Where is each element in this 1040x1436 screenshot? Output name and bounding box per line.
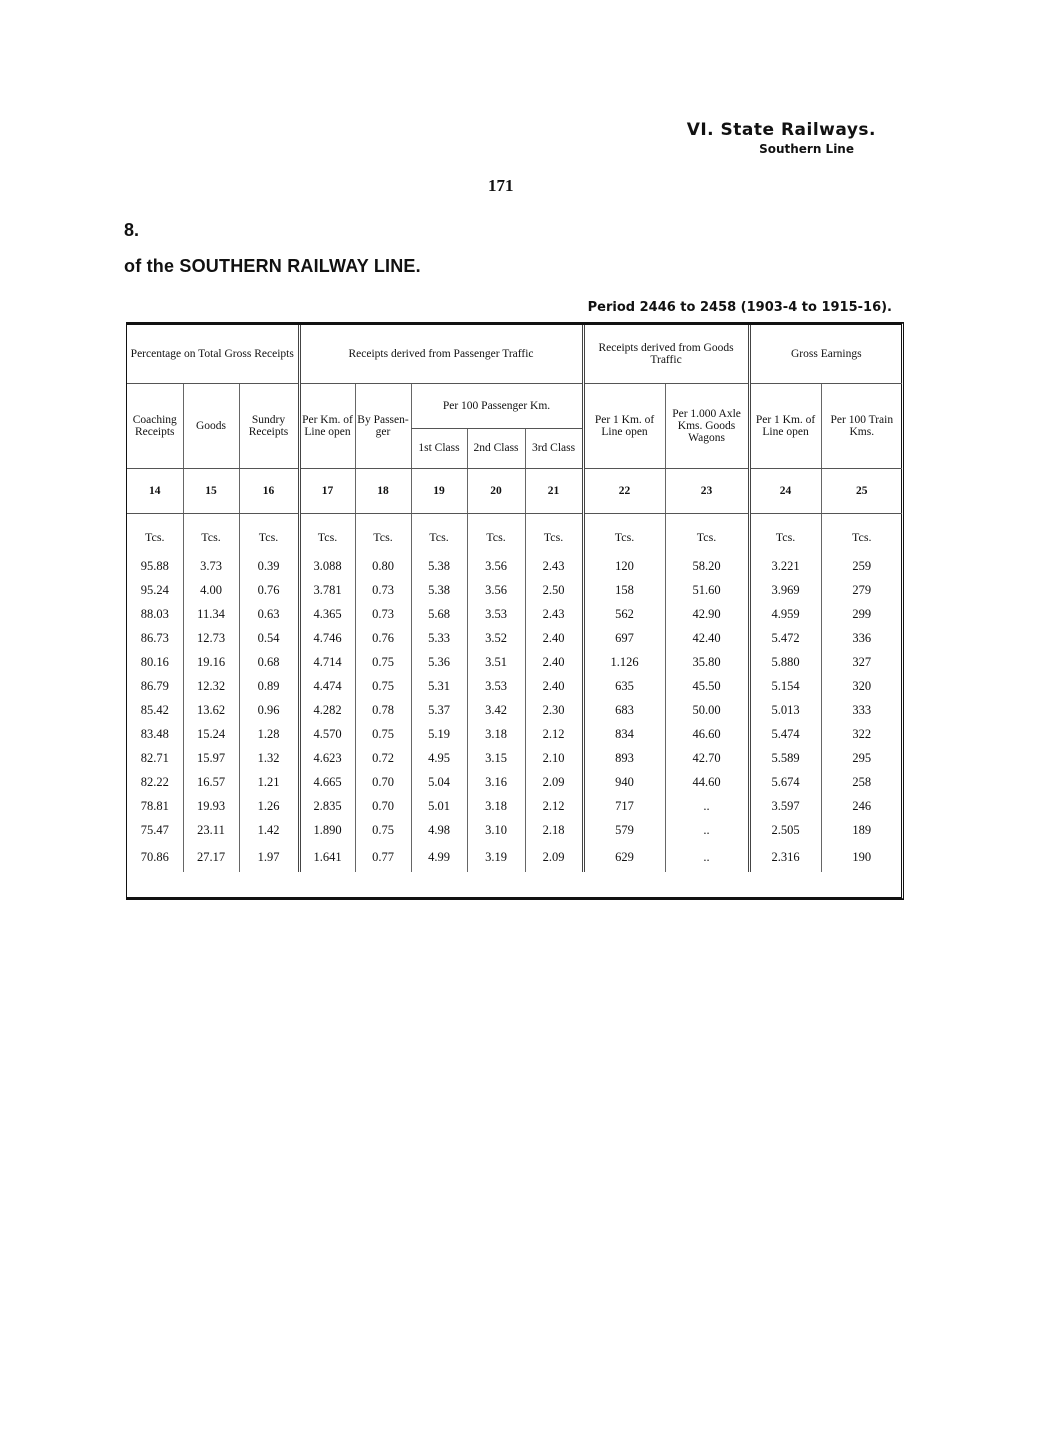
page-title: of the SOUTHERN RAILWAY LINE.: [124, 256, 421, 276]
table-cell: 0.70: [355, 770, 411, 794]
col-header-per-km: Per Km. of Line open: [299, 384, 355, 469]
unit-cell: Tcs.: [583, 514, 665, 555]
table-cell: 0.75: [355, 674, 411, 698]
unit-cell: Tcs.: [467, 514, 525, 555]
table-row: [127, 770, 902, 794]
table-cell: 19.16: [183, 650, 239, 674]
table-cell: 697: [583, 626, 665, 650]
table-cell: 5.474: [749, 722, 821, 746]
unit-cell: Tcs.: [299, 514, 355, 555]
col-header-2nd-class: 2nd Class: [467, 428, 525, 468]
column-number-row: [127, 469, 902, 514]
table-cell: 0.77: [355, 842, 411, 872]
table-cell: 1.26: [239, 794, 299, 818]
column-number: 18: [355, 469, 411, 514]
table-cell: 4.474: [299, 674, 355, 698]
table-cell: 2.18: [525, 818, 583, 842]
table-cell: 5.37: [411, 698, 467, 722]
table-cell: 78.81: [140, 798, 169, 813]
table-cell: 44.60: [665, 770, 749, 794]
table-cell: 4.665: [299, 770, 355, 794]
table-cell: 82.22: [140, 774, 169, 789]
column-number: 24: [749, 469, 821, 514]
table-cell: 4.99: [411, 842, 467, 872]
table-cell: 1.97: [239, 842, 299, 872]
table-cell: 5.589: [749, 746, 821, 770]
table-cell: 95.24: [140, 582, 169, 597]
column-number: 22: [583, 469, 665, 514]
table-cell: 5.674: [749, 770, 821, 794]
table-cell: 0.73: [355, 578, 411, 602]
table-cell: 3.18: [467, 794, 525, 818]
table-cell: 4.282: [299, 698, 355, 722]
table-cell: 3.53: [467, 674, 525, 698]
table-cell: 189: [821, 818, 902, 842]
table-cell: 4.959: [749, 602, 821, 626]
period-label: Period 2446 to 2458 (1903-4 to 1915-16).: [587, 300, 892, 315]
column-number: 17: [299, 469, 355, 514]
col-header-1st-class: 1st Class: [411, 428, 467, 468]
table-cell: 12.32: [183, 674, 239, 698]
table-cell: 333: [821, 698, 902, 722]
table-cell: 562: [583, 602, 665, 626]
table-cell: 3.73: [183, 554, 239, 578]
table-cell: 3.16: [467, 770, 525, 794]
column-number: 15: [183, 469, 239, 514]
table-cell: 629: [583, 842, 665, 872]
table-cell: 0.80: [355, 554, 411, 578]
table-cell: 0.63: [239, 602, 299, 626]
table-cell: 5.31: [411, 674, 467, 698]
table-cell: 0.73: [355, 602, 411, 626]
table-cell: 0.96: [239, 698, 299, 722]
header-subsection: Southern Line: [759, 142, 854, 156]
table-cell: 5.38: [411, 578, 467, 602]
table-cell: 3.15: [467, 746, 525, 770]
table-cell: 3.10: [467, 818, 525, 842]
table-cell: 1.42: [239, 818, 299, 842]
col-header-goods: Goods: [183, 384, 239, 469]
table-cell: 2.12: [525, 722, 583, 746]
table-cell: 579: [583, 818, 665, 842]
table-row: [127, 842, 902, 872]
table-row: [127, 746, 902, 770]
table-cell: 3.221: [749, 554, 821, 578]
column-number: 25: [821, 469, 902, 514]
column-number: 19: [411, 469, 467, 514]
table-cell: 5.36: [411, 650, 467, 674]
table-cell: 940: [583, 770, 665, 794]
table-cell: 15.97: [183, 746, 239, 770]
table-cell: 1.126: [583, 650, 665, 674]
table-cell: 1.21: [239, 770, 299, 794]
table-cell: 4.623: [299, 746, 355, 770]
table-cell: 0.75: [355, 818, 411, 842]
table-cell: 58.20: [665, 554, 749, 578]
column-number: 20: [467, 469, 525, 514]
table-cell: 2.43: [525, 602, 583, 626]
table-cell: 635: [583, 674, 665, 698]
table-cell: 2.09: [525, 770, 583, 794]
table-cell: 95.88: [140, 558, 169, 573]
table-cell: 42.40: [665, 626, 749, 650]
col-header-3rd-class: 3rd Class: [525, 428, 583, 468]
table-cell: 3.56: [467, 554, 525, 578]
table-cell: 88.03: [140, 606, 169, 621]
table-cell: 13.62: [183, 698, 239, 722]
table-row: [127, 722, 902, 746]
table-cell: 246: [821, 794, 902, 818]
table-cell: 5.154: [749, 674, 821, 698]
unit-cell: Tcs.: [355, 514, 411, 555]
table-cell: 4.00: [183, 578, 239, 602]
table-cell: 0.75: [355, 650, 411, 674]
table-cell: 0.72: [355, 746, 411, 770]
table-cell: 82.71: [140, 750, 169, 765]
table-cell: 3.597: [749, 794, 821, 818]
table-cell: 3.52: [467, 626, 525, 650]
unit-cell: Tcs.: [239, 514, 299, 555]
table-cell: 2.43: [525, 554, 583, 578]
col-header-goods-per-axle-km: Per 1.000 Axle Kms. Goods Wagons: [665, 384, 749, 469]
section-number: 8.: [124, 220, 140, 240]
statistics-table: [126, 322, 904, 900]
column-number: 16: [239, 469, 299, 514]
group-header-gross: Gross Earnings: [749, 325, 902, 384]
table-cell: 86.73: [140, 630, 169, 645]
table-cell: 3.781: [299, 578, 355, 602]
table-cell: 83.48: [140, 726, 169, 741]
group-header-goods: Receipts derived from Goods Traffic: [583, 325, 749, 384]
unit-cell: Tcs.: [411, 514, 467, 555]
unit-cell: Tcs.: [749, 514, 821, 555]
table-cell: 35.80: [665, 650, 749, 674]
table-cell: 51.60: [665, 578, 749, 602]
table-cell: 5.19: [411, 722, 467, 746]
col-header-sundry: Sundry Receipts: [239, 384, 299, 469]
table-cell: 5.33: [411, 626, 467, 650]
table-cell: 4.746: [299, 626, 355, 650]
table-cell: 279: [821, 578, 902, 602]
table-cell: 1.641: [299, 842, 355, 872]
table-cell: 5.68: [411, 602, 467, 626]
table-cell: 2.40: [525, 650, 583, 674]
header-section: VI. State Railways.: [686, 120, 876, 140]
table-cell: 2.50: [525, 578, 583, 602]
table-body: [127, 514, 902, 873]
table-cell: 5.01: [411, 794, 467, 818]
table-cell: 27.17: [183, 842, 239, 872]
table-cell: 75.47: [140, 822, 169, 837]
table-cell: 322: [821, 722, 902, 746]
table-row: [127, 554, 902, 578]
table-cell: 12.73: [183, 626, 239, 650]
table-cell: 0.76: [239, 578, 299, 602]
table-cell: 4.95: [411, 746, 467, 770]
table-cell: 327: [821, 650, 902, 674]
table-cell: 1.32: [239, 746, 299, 770]
table-row: [127, 674, 902, 698]
table-cell: ..: [665, 842, 749, 872]
running-header: [687, 120, 876, 156]
table-cell: 4.98: [411, 818, 467, 842]
table-cell: 295: [821, 746, 902, 770]
table-cell: ..: [665, 794, 749, 818]
table-cell: 3.18: [467, 722, 525, 746]
unit-cell: Tcs.: [525, 514, 583, 555]
table-cell: 3.19: [467, 842, 525, 872]
table-cell: 42.70: [665, 746, 749, 770]
table-cell: 4.365: [299, 602, 355, 626]
table-cell: 0.54: [239, 626, 299, 650]
group-header-percentage: Percentage on Total Gross Receipts: [127, 325, 299, 384]
table-row: [127, 602, 902, 626]
unit-cell: Tcs.: [665, 514, 749, 555]
table-cell: 11.34: [183, 602, 239, 626]
table-cell: 0.76: [355, 626, 411, 650]
table-cell: 0.70: [355, 794, 411, 818]
table-cell: 2.09: [525, 842, 583, 872]
table-row: [127, 818, 902, 842]
table-row: [127, 626, 902, 650]
table-cell: 5.880: [749, 650, 821, 674]
table-cell: 46.60: [665, 722, 749, 746]
table-cell: 70.86: [140, 849, 169, 864]
table-cell: 158: [583, 578, 665, 602]
page-number: 171: [488, 176, 514, 195]
table-cell: 259: [821, 554, 902, 578]
table-cell: 85.42: [140, 702, 169, 717]
table-cell: 2.40: [525, 626, 583, 650]
table-cell: 0.78: [355, 698, 411, 722]
table-cell: 717: [583, 794, 665, 818]
column-number: 23: [665, 469, 749, 514]
table-cell: 3.56: [467, 578, 525, 602]
table-cell: 5.04: [411, 770, 467, 794]
table-cell: 5.38: [411, 554, 467, 578]
table-row: [127, 698, 902, 722]
table-cell: 1.890: [299, 818, 355, 842]
table-cell: 893: [583, 746, 665, 770]
table-cell: 80.16: [140, 654, 169, 669]
table-cell: 2.505: [749, 818, 821, 842]
column-number: 14: [127, 469, 183, 514]
table-cell: 0.39: [239, 554, 299, 578]
table-cell: 4.570: [299, 722, 355, 746]
table-cell: 3.51: [467, 650, 525, 674]
table-cell: 2.835: [299, 794, 355, 818]
unit-cell: Tcs.: [145, 529, 165, 544]
table-cell: 19.93: [183, 794, 239, 818]
table-cell: 16.57: [183, 770, 239, 794]
table-cell: 50.00: [665, 698, 749, 722]
table-cell: 23.11: [183, 818, 239, 842]
table-cell: 3.42: [467, 698, 525, 722]
table-cell: 2.40: [525, 674, 583, 698]
table-cell: 683: [583, 698, 665, 722]
table-cell: 15.24: [183, 722, 239, 746]
table-cell: ..: [665, 818, 749, 842]
table-cell: 258: [821, 770, 902, 794]
unit-cell: Tcs.: [183, 514, 239, 555]
table-cell: 0.75: [355, 722, 411, 746]
col-header-gross-per-km: Per 1 Km. of Line open: [749, 384, 821, 469]
table-cell: 2.12: [525, 794, 583, 818]
table-cell: 190: [821, 842, 902, 872]
unit-cell: Tcs.: [821, 514, 902, 555]
table-cell: 5.013: [749, 698, 821, 722]
table-cell: 3.088: [299, 554, 355, 578]
table-cell: 336: [821, 626, 902, 650]
table-row: [127, 650, 902, 674]
table-cell: 2.10: [525, 746, 583, 770]
table-cell: 2.316: [749, 842, 821, 872]
table-cell: 0.89: [239, 674, 299, 698]
table-cell: 5.472: [749, 626, 821, 650]
table-cell: 1.28: [239, 722, 299, 746]
table-cell: 45.50: [665, 674, 749, 698]
group-header-passenger: Receipts derived from Passenger Traffic: [299, 325, 583, 384]
table-cell: 86.79: [140, 678, 169, 693]
table-row: [127, 794, 902, 818]
table-cell: 42.90: [665, 602, 749, 626]
col-header-per-100-passenger-km: Per 100 Passenger Km.: [411, 384, 583, 429]
col-header-goods-per-km: Per 1 Km. of Line open: [583, 384, 665, 469]
col-header-by-passenger: By Passen- ger: [355, 384, 411, 469]
table-cell: 0.68: [239, 650, 299, 674]
column-number: 21: [525, 469, 583, 514]
table-cell: 2.30: [525, 698, 583, 722]
units-row: [127, 514, 902, 555]
col-header-gross-per-train-km: Per 100 Train Kms.: [821, 384, 902, 469]
table-cell: 120: [583, 554, 665, 578]
table-cell: 320: [821, 674, 902, 698]
col-header-coaching: Coaching Receipts: [127, 384, 183, 469]
table-cell: 3.53: [467, 602, 525, 626]
table-cell: 834: [583, 722, 665, 746]
table-cell: 4.714: [299, 650, 355, 674]
table-row: [127, 578, 902, 602]
table-cell: 299: [821, 602, 902, 626]
table-cell: 3.969: [749, 578, 821, 602]
